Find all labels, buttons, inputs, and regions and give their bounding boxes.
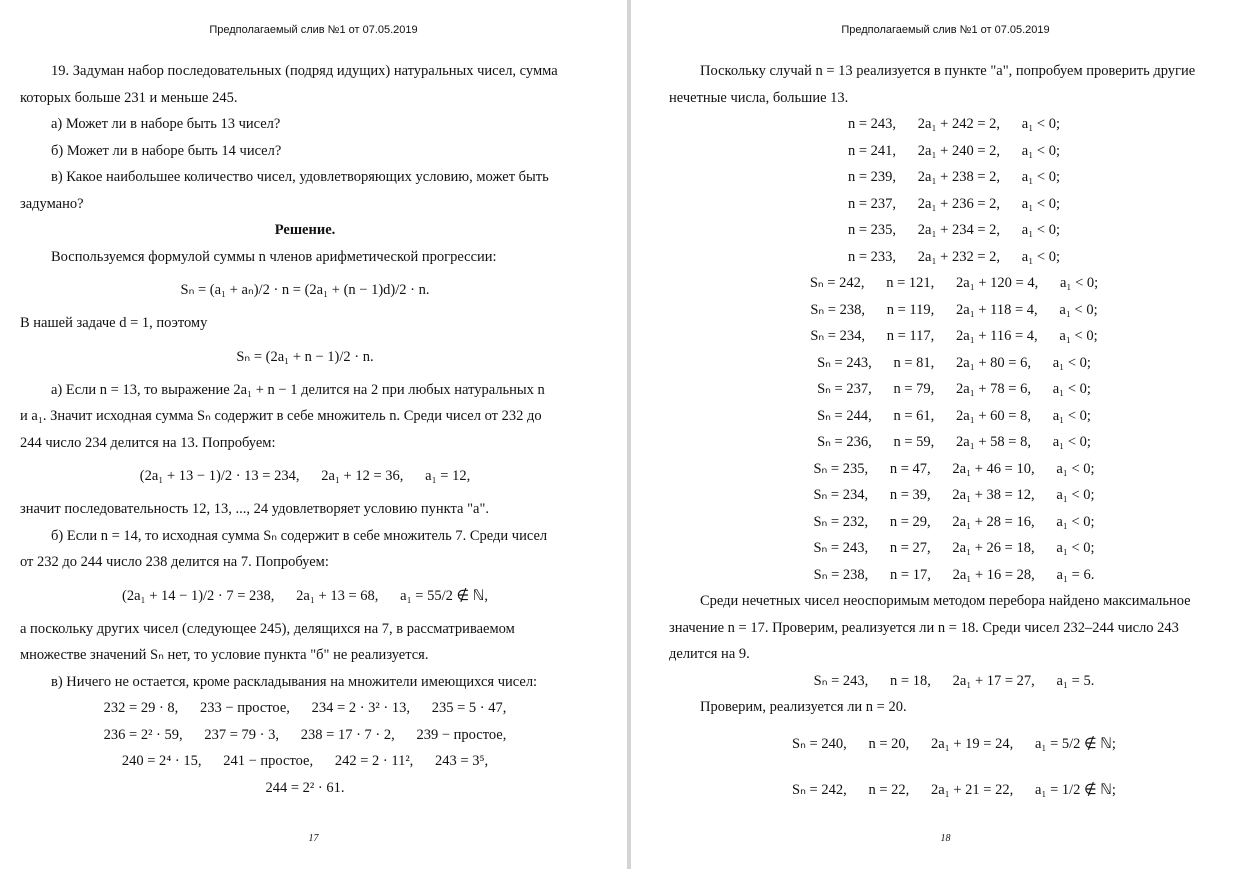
formula-line: n = 243, 2a₁ + 242 = 2, a₁ < 0; xyxy=(848,116,1060,132)
formula-line: Sₙ = 236, n = 59, 2a₁ + 58 = 8, a₁ < 0; xyxy=(817,434,1091,450)
formula-line: n = 239, 2a₁ + 238 = 2, a₁ < 0; xyxy=(848,169,1060,185)
text-line: Среди нечетных чисел неоспоримым методом перебора найдено максимальное xyxy=(700,593,1191,609)
text-line: которых больше 231 и меньше 245. xyxy=(20,89,238,106)
text-line: в) Какое наибольшее количество чисел, удовлетворяющих условию, может быть xyxy=(51,169,549,185)
formula-line: 236 = 2² · 59, 237 = 79 · 3, 238 = 17 · 7 · 2, 239 − простое, xyxy=(103,726,507,743)
text-line: Воспользуемся формулой суммы n членов арифметической прогрессии: xyxy=(51,248,497,265)
formula-line: (2a₁ + 14 − 1)/2 · 7 = 238, 2a₁ + 13 = 68, a₁ = 55/2 ∉ ℕ, xyxy=(122,587,488,604)
formula-line: 244 = 2² · 61. xyxy=(265,779,345,796)
text-line: делится на 9. xyxy=(669,646,750,662)
text-line: а) Если n = 13, то выражение 2a₁ + n − 1 делится на 2 при любых натуральных n xyxy=(51,381,545,398)
formula-line: Sₙ = 242, n = 121, 2a₁ + 120 = 4, a₁ < 0; xyxy=(809,275,1099,291)
text-line: задумано? xyxy=(20,195,84,212)
formula-line: 240 = 2⁴ · 15, 241 − простое, 242 = 2 · 11², 243 = 3⁵, xyxy=(121,753,489,769)
text-line: Проверим, реализуется ли n = 20. xyxy=(700,699,907,715)
text-line: 19. Задуман набор последовательных (подряд идущих) натуральных чисел, сумма xyxy=(51,63,558,79)
text-line: 244 число 234 делится на 13. Попробуем: xyxy=(20,434,276,451)
formula-line: Sₙ = 237, n = 79, 2a₁ + 78 = 6, a₁ < 0; xyxy=(817,381,1091,397)
page-17 xyxy=(0,0,627,869)
formula-line: n = 237, 2a₁ + 236 = 2, a₁ < 0; xyxy=(848,195,1060,212)
formula-line: Sₙ = 238, n = 119, 2a₁ + 118 = 4, a₁ < 0; xyxy=(810,301,1098,318)
formula-line: Sₙ = 234, n = 117, 2a₁ + 116 = 4, a₁ < 0; xyxy=(810,328,1098,344)
text-line: значит последовательность 12, 13, ..., 24 удовлетворяет условию пункта "а". xyxy=(20,501,490,517)
text-line: в) Ничего не остается, кроме раскладывания на множители имеющихся чисел: xyxy=(51,673,538,690)
formula-line: Sₙ = (a₁ + aₙ)/2 · n = (2a₁ + (n − 1)d)/2 · n. xyxy=(180,282,430,298)
text-line: нечетные числа, большие 13. xyxy=(669,89,849,106)
formula-line: Sₙ = 234, n = 39, 2a₁ + 38 = 12, a₁ < 0; xyxy=(813,487,1095,503)
formula-line: Sₙ = 243, n = 81, 2a₁ + 80 = 6, a₁ < 0; xyxy=(817,354,1091,371)
text-line: множестве значений Sₙ нет, то условие пункта "б" не реализуется. xyxy=(20,647,429,663)
formula-line: Sₙ = 244, n = 61, 2a₁ + 60 = 8, a₁ < 0; xyxy=(817,407,1091,424)
formula-line: Sₙ = 235, n = 47, 2a₁ + 46 = 10, a₁ < 0; xyxy=(813,460,1095,477)
text-line: б) Если n = 14, то исходная сумма Sₙ содержит в себе множитель 7. Среди чисел xyxy=(51,527,548,544)
text-line: и a₁. Значит исходная сумма Sₙ содержит в себе множитель n. Среди чисел от 232 до xyxy=(20,408,542,424)
text-line: В нашей задаче d = 1, поэтому xyxy=(20,315,208,331)
formula-line: n = 235, 2a₁ + 234 = 2, a₁ < 0; xyxy=(848,222,1060,238)
page-content xyxy=(669,58,1239,813)
formula-line: Sₙ = 243, n = 18, 2a₁ + 17 = 27, a₁ = 5. xyxy=(813,672,1095,689)
page-header: Предполагаемый слив №1 от 07.05.2019 xyxy=(209,24,418,36)
text-line: б) Может ли в наборе быть 14 чисел? xyxy=(51,142,282,159)
page-18 xyxy=(631,0,1260,869)
page-number: 17 xyxy=(308,833,319,844)
page-number: 18 xyxy=(940,833,951,844)
text-line: значение n = 17. Проверим, реализуется ли n = 18. Среди чисел 232–244 число 243 xyxy=(669,619,1179,636)
formula-line: Sₙ = 232, n = 29, 2a₁ + 28 = 16, a₁ < 0; xyxy=(813,513,1095,530)
section-heading: Решение. xyxy=(274,222,336,238)
formula-line: n = 233, 2a₁ + 232 = 2, a₁ < 0; xyxy=(848,248,1060,265)
formula-line: Sₙ = 238, n = 17, 2a₁ + 16 = 28, a₁ = 6. xyxy=(813,566,1095,583)
formula-line: Sₙ = 242, n = 22, 2a₁ + 21 = 22, a₁ = 1/2 ∉ ℕ; xyxy=(792,781,1116,798)
text-line: а) Может ли в наборе быть 13 чисел? xyxy=(51,116,281,132)
text-line: а поскольку других чисел (следующее 245), делящихся на 7, в рассматриваемом xyxy=(20,620,515,637)
formula-line: 232 = 29 · 8, 233 − простое, 234 = 2 · 3² · 13, 235 = 5 · 47, xyxy=(103,700,507,716)
formula-line: (2a₁ + 13 − 1)/2 · 13 = 234, 2a₁ + 12 = 36, a₁ = 12, xyxy=(139,468,471,484)
formula-line: Sₙ = 243, n = 27, 2a₁ + 26 = 18, a₁ < 0; xyxy=(813,540,1095,556)
formula-line: Sₙ = (2a₁ + n − 1)/2 · n. xyxy=(236,348,374,365)
text-line: Поскольку случай n = 13 реализуется в пункте "а", попробуем проверить другие xyxy=(700,63,1196,79)
text-line: от 232 до 244 число 238 делится на 7. Попробуем: xyxy=(20,554,329,570)
page-header: Предполагаемый слив №1 от 07.05.2019 xyxy=(841,24,1050,36)
page-content xyxy=(20,58,590,801)
formula-line: n = 241, 2a₁ + 240 = 2, a₁ < 0; xyxy=(848,142,1060,159)
formula-line: Sₙ = 240, n = 20, 2a₁ + 19 = 24, a₁ = 5/2 ∉ ℕ; xyxy=(792,735,1116,752)
